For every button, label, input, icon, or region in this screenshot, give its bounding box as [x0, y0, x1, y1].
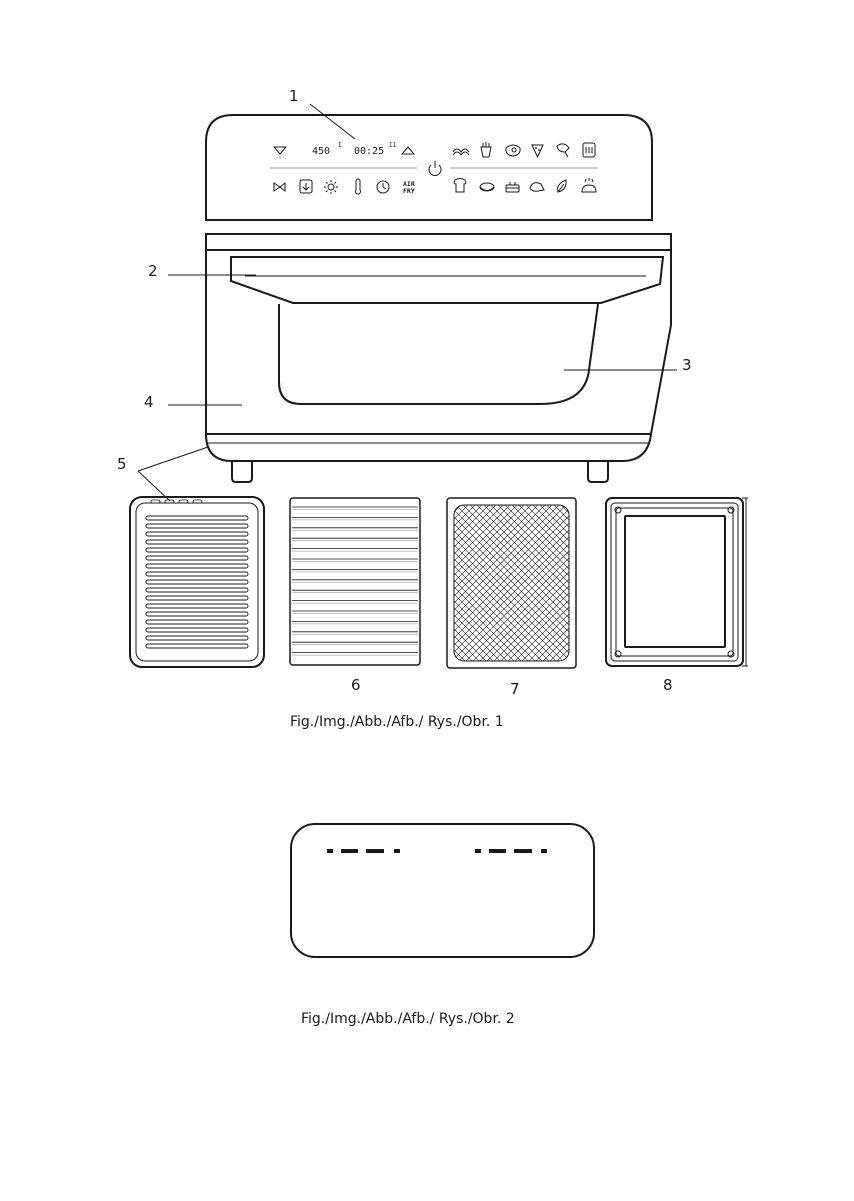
dehydrate-icon — [583, 143, 595, 157]
tray-slot — [146, 572, 248, 576]
temperature-up-icon — [402, 147, 414, 154]
control-panel-preset-icons — [450, 142, 598, 192]
tray-slot — [146, 604, 248, 608]
callout-8: 8 — [663, 676, 673, 694]
figure-2-caption: Fig./Img./Abb./Afb./ Rys./Obr. 2 — [301, 1011, 515, 1027]
callout-1: 1 — [289, 87, 299, 105]
temperature-down-icon — [274, 147, 286, 154]
callout-3: 3 — [682, 356, 692, 374]
air-fry-label-line2: FRY — [403, 187, 415, 195]
tray-slot — [146, 644, 248, 648]
chicken-leg-icon — [557, 144, 569, 157]
baking-tray — [290, 498, 420, 665]
tray-slot — [146, 540, 248, 544]
callout-5: 5 — [117, 455, 127, 473]
tray-slot — [146, 596, 248, 600]
wire-rack — [606, 498, 748, 666]
tray-slot — [146, 516, 248, 520]
crumb-tray — [130, 497, 264, 667]
vegetable-icon — [558, 180, 566, 192]
tray-slot — [146, 628, 248, 632]
air-fry-label-line1: AIR — [403, 180, 415, 188]
roast-icon — [530, 183, 544, 192]
power-icon — [429, 161, 441, 175]
cake-icon — [506, 182, 519, 192]
steak-icon — [506, 145, 520, 156]
light-icon-box — [300, 180, 312, 193]
thermometer-icon — [356, 179, 361, 194]
tray-slot — [146, 588, 248, 592]
callout-2: 2 — [148, 262, 158, 280]
time-display: 00:25 — [354, 146, 385, 157]
tray-slot — [146, 620, 248, 624]
leader-5a — [138, 447, 208, 471]
tray-slot — [146, 548, 248, 552]
figure-1-caption: Fig./Img./Abb./Afb./ Rys./Obr. 1 — [290, 714, 504, 730]
baking-tray-ridges — [292, 507, 418, 655]
light-icon — [324, 180, 338, 194]
tray-slot — [146, 636, 248, 640]
time-superscript: II — [389, 142, 397, 149]
callout-6: 6 — [351, 676, 361, 694]
control-panel-left-controls — [270, 142, 417, 195]
callout-7: 7 — [510, 680, 520, 698]
tray-slot — [146, 532, 248, 536]
oven-window — [279, 304, 598, 404]
temperature-superscript: I — [338, 142, 342, 149]
display-right-dashes — [475, 849, 547, 853]
door-handle — [231, 257, 663, 303]
callout-4: 4 — [144, 393, 154, 411]
display-left-dashes — [327, 849, 400, 853]
air-fry-basket — [447, 498, 576, 668]
crumb-tray-slots — [146, 500, 248, 648]
leader-1 — [310, 104, 355, 139]
oven-body — [206, 234, 671, 461]
oven-foot-left — [232, 461, 252, 482]
rotisserie-icon — [274, 183, 285, 191]
timer-icon — [377, 181, 389, 193]
bagel-icon — [480, 183, 494, 191]
tray-slot — [146, 556, 248, 560]
tray-slot — [146, 612, 248, 616]
temperature-display: 450 — [312, 146, 331, 157]
tray-slot — [146, 580, 248, 584]
oven-foot-right — [588, 461, 608, 482]
tray-slot — [146, 564, 248, 568]
figure-2-display — [291, 824, 594, 957]
bacon-icon — [453, 149, 469, 155]
fries-icon — [481, 142, 491, 157]
toast-icon — [454, 179, 466, 193]
reheat-icon — [582, 178, 596, 192]
pizza-icon — [532, 145, 543, 157]
tray-slot — [146, 524, 248, 528]
